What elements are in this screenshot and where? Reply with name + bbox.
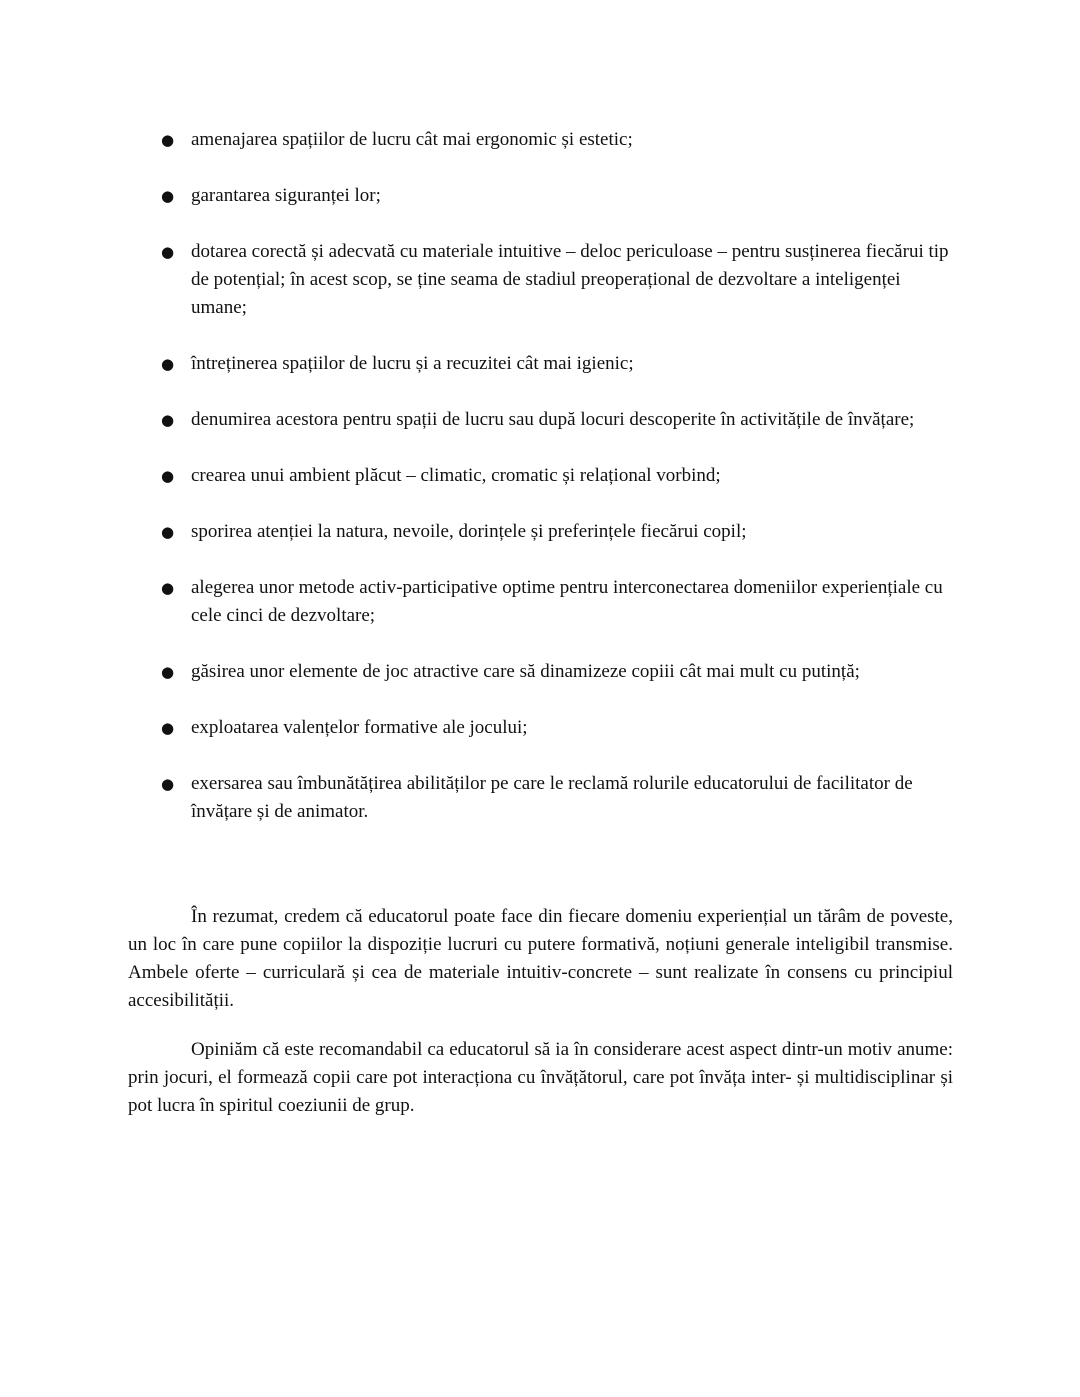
bullet-list: [161, 126, 953, 854]
bullet-icon: ●: [161, 467, 175, 485]
bullet-icon: ●: [161, 411, 175, 429]
list-item: [161, 518, 953, 546]
list-item-text: întreținerea spațiilor de lucru și a recuzitei cât mai igienic;: [191, 353, 634, 374]
bullet-icon: ●: [161, 243, 175, 261]
list-item: [161, 238, 953, 322]
bullet-icon: ●: [161, 775, 175, 793]
bullet-icon: ●: [161, 131, 175, 149]
list-item: [161, 350, 953, 378]
list-item: [161, 182, 953, 210]
paragraph-opinion: Opiniăm că este recomandabil ca educatorul să ia în considerare acest aspect dintr-un motiv anume: prin jocuri, el formează copii care pot interacționa cu învățătorul, care pot învăța inter- și multidisciplinar și pot lucra în spiritul coeziunii de grup.: [128, 1039, 953, 1116]
bullet-icon: ●: [161, 355, 175, 373]
list-item-text: dotarea corectă și adecvată cu materiale intuitive – deloc periculoase – pentru susținerea fiecărui tip de potențial; în acest scop, se ține seama de stadiul preoperațional de dezvoltare a inteligenței umane;: [191, 241, 949, 318]
body-paragraphs: [128, 903, 953, 1141]
list-item-text: găsirea unor elemente de joc atractive care să dinamizeze copiii cât mai mult cu putință;: [191, 661, 860, 682]
bullet-icon: ●: [161, 663, 175, 681]
bullet-icon: ●: [161, 719, 175, 737]
list-item: [161, 714, 953, 742]
list-item-text: denumirea acestora pentru spații de lucru sau după locuri descoperite în activitățile de învățare;: [191, 409, 915, 430]
bullet-icon: ●: [161, 579, 175, 597]
list-item-text: exersarea sau îmbunătățirea abilităților pe care le reclamă rolurile educatorului de facilitator de învățare și de animator.: [191, 773, 913, 822]
bullet-icon: ●: [161, 523, 175, 541]
bullet-icon: ●: [161, 187, 175, 205]
list-item: [161, 770, 953, 826]
paragraph-summary: În rezumat, credem că educatorul poate face din fiecare domeniu experiențial un tărâm de poveste, un loc în care pune copiilor la dispoziție lucruri cu putere formativă, noțiuni generale inteligibil transmise. Ambele oferte – curriculară și cea de materiale intuitiv-concrete – sunt realizate în consens cu principiul accesibilității.: [128, 906, 953, 1011]
list-item: [161, 574, 953, 630]
list-item: [161, 126, 953, 154]
list-item: [161, 462, 953, 490]
list-item-text: crearea unui ambient plăcut – climatic, cromatic și relațional vorbind;: [191, 465, 721, 486]
list-item-text: alegerea unor metode activ-participative optime pentru interconectarea domeniilor experiențiale cu cele cinci de dezvoltare;: [191, 577, 943, 626]
list-item: [161, 658, 953, 686]
list-item: [161, 406, 953, 434]
list-item-text: garantarea siguranței lor;: [191, 185, 381, 206]
list-item-text: exploatarea valențelor formative ale jocului;: [191, 717, 528, 738]
list-item-text: amenajarea spațiilor de lucru cât mai ergonomic și estetic;: [191, 129, 633, 150]
list-item-text: sporirea atenției la natura, nevoile, dorințele și preferințele fiecărui copil;: [191, 521, 747, 542]
